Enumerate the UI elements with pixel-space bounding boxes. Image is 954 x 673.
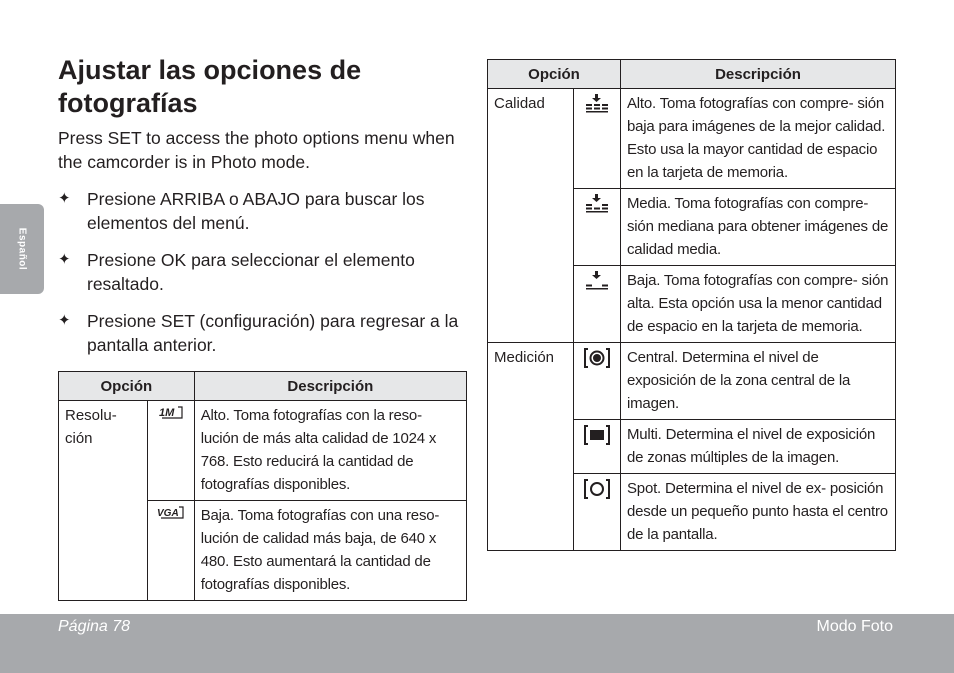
vga-resolution-icon bbox=[147, 501, 194, 601]
table-cell-description: Multi. Determina el nivel de exposición de zonas múltiples de la imagen. bbox=[621, 420, 896, 474]
description-column-header: Descripción bbox=[194, 372, 466, 401]
table-cell-description: Baja. Toma fotografías con compre- sión alta. Esta opción usa la menor cantidad de espacio en la tarjeta de memoria. bbox=[621, 266, 896, 343]
table-row bbox=[488, 89, 896, 189]
table-row bbox=[488, 343, 896, 420]
quality-medium-icon bbox=[574, 189, 621, 266]
quality-high-icon bbox=[574, 89, 621, 189]
page-footer bbox=[0, 614, 954, 673]
metering-spot-icon bbox=[574, 474, 621, 551]
1M-resolution-icon bbox=[147, 401, 194, 501]
language-side-tab bbox=[0, 204, 44, 294]
bullet-text: Presione SET (configuración) para regresar a la pantalla anterior. bbox=[87, 311, 459, 355]
table-header-row bbox=[488, 60, 896, 89]
option-column-header: Opción bbox=[59, 372, 195, 401]
option-name-resolution: Resolu- ción bbox=[59, 401, 148, 601]
list-item bbox=[58, 309, 478, 357]
table-row bbox=[59, 401, 467, 501]
metering-multi-icon bbox=[574, 420, 621, 474]
resolution-options-table bbox=[58, 371, 467, 601]
option-name-metering: Medición bbox=[488, 343, 574, 551]
intro-text: Press SET to access the photo options menu when the camcorder is in Photo mode. bbox=[58, 128, 455, 172]
option-column-header: Opción bbox=[488, 60, 621, 89]
page-title: Ajustar las opciones de fotografías bbox=[58, 55, 362, 118]
svg-text:1M: 1M bbox=[158, 407, 174, 419]
table-header-row bbox=[59, 372, 467, 401]
metering-center-icon bbox=[574, 343, 621, 420]
bullet-text: Presione ARRIBA o ABAJO para buscar los elementos del menú. bbox=[87, 189, 425, 233]
table-cell-description: Central. Determina el nivel de exposición de la zona central de la imagen. bbox=[621, 343, 896, 420]
instruction-list bbox=[58, 187, 478, 370]
list-item bbox=[58, 248, 478, 296]
list-item bbox=[58, 187, 478, 235]
language-label: Español bbox=[16, 227, 28, 271]
svg-text:VGA: VGA bbox=[156, 508, 179, 519]
quality-low-icon bbox=[574, 266, 621, 343]
description-column-header: Descripción bbox=[621, 60, 896, 89]
table-cell-description: Baja. Toma fotografías con una reso- lución de calidad más baja, de 640 x 480. Esto aumentará la cantidad de fotografías disponibles. bbox=[194, 501, 466, 601]
quality-metering-options-table bbox=[487, 59, 896, 551]
table-cell-description: Spot. Determina el nivel de ex- posición desde un pequeño punto hasta el centro de la pantalla. bbox=[621, 474, 896, 551]
page-number: Página 78 bbox=[58, 618, 131, 635]
table-cell-description: Media. Toma fotografías con compre- sión mediana para obtener imágenes de calidad media. bbox=[621, 189, 896, 266]
four-point-star-icon: ✦ bbox=[58, 190, 71, 207]
four-point-star-icon: ✦ bbox=[58, 251, 71, 268]
option-name-quality: Calidad bbox=[488, 89, 574, 343]
table-cell-description: Alto. Toma fotografías con la reso- lución de más alta calidad de 1024 x 768. Esto reducirá la cantidad de fotografías disponibles. bbox=[194, 401, 466, 501]
four-point-star-icon: ✦ bbox=[58, 312, 71, 329]
section-name: Modo Foto bbox=[816, 618, 893, 635]
bullet-text: Presione OK para seleccionar el elemento resaltado. bbox=[87, 250, 415, 294]
table-cell-description: Alto. Toma fotografías con compre- sión baja para imágenes de la mejor calidad. Esto usa la mayor cantidad de espacio en la tarjeta de memoria. bbox=[621, 89, 896, 189]
